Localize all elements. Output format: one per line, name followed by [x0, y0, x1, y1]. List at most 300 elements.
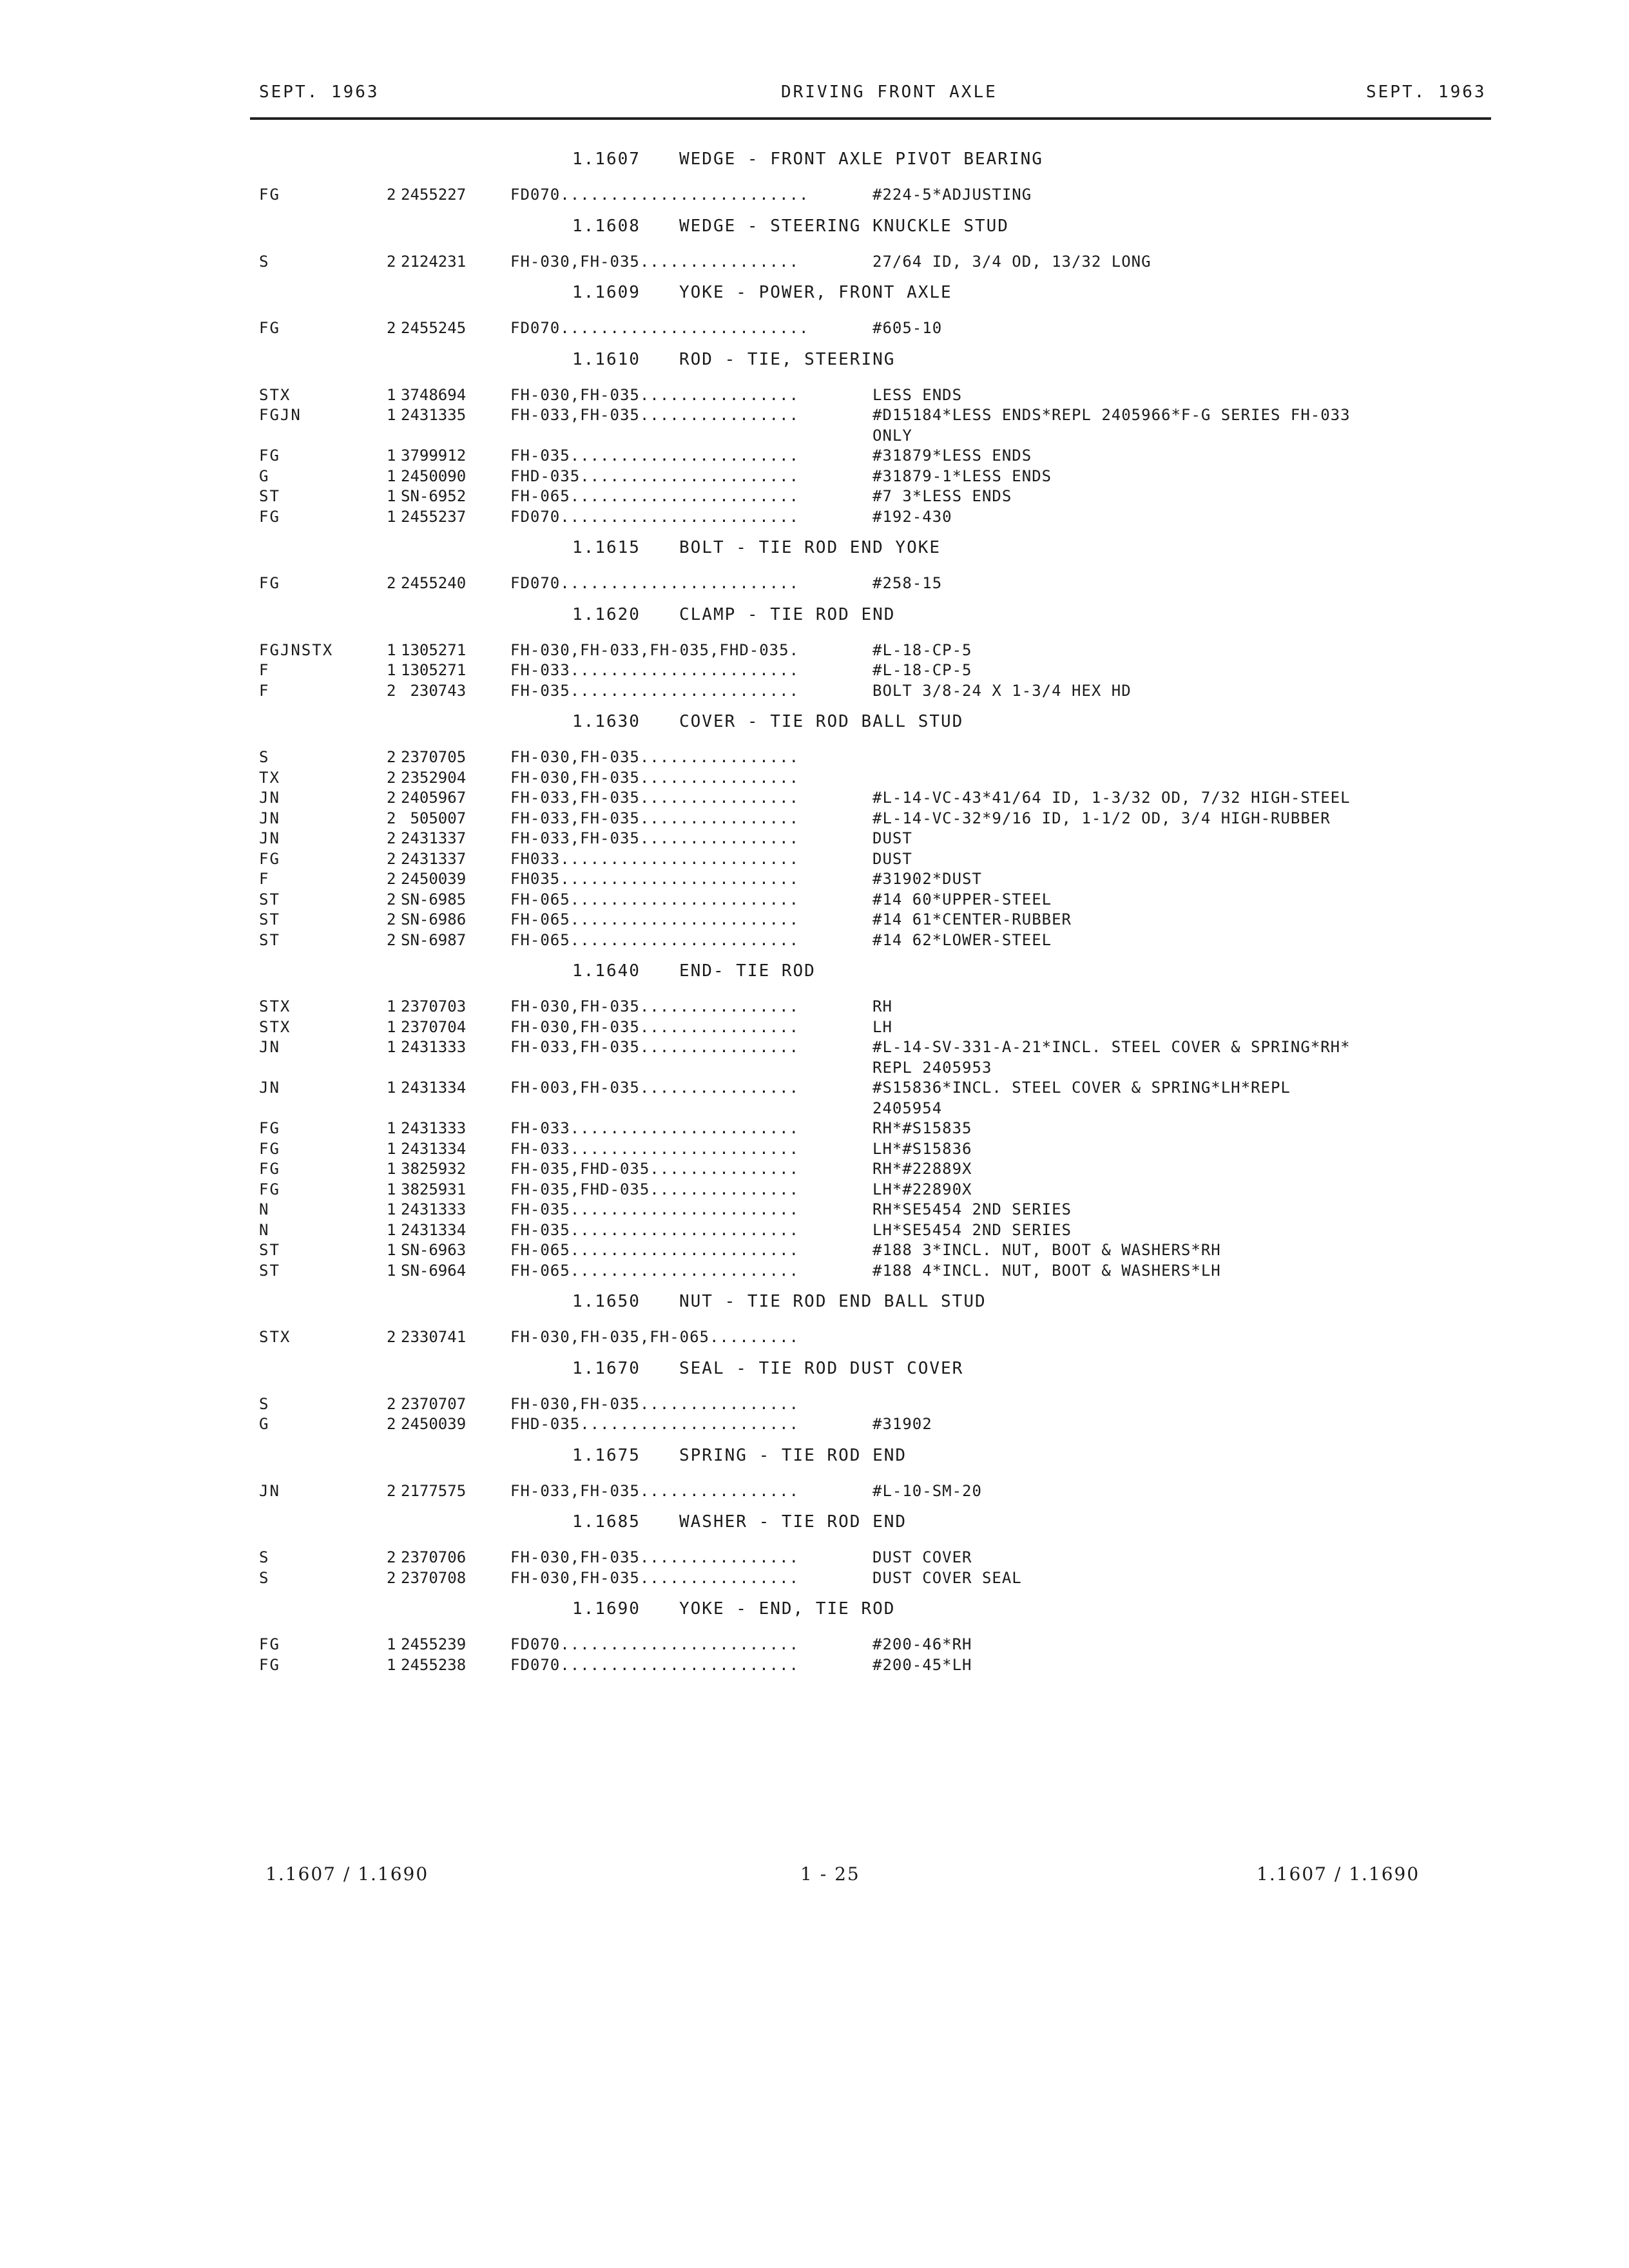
model-code: S	[259, 1568, 270, 1587]
description: #L-10-SM-20	[872, 1481, 982, 1500]
section-number: 1.1690	[572, 1599, 641, 1619]
quantity: 2	[387, 1394, 396, 1413]
table-row	[0, 1262, 1629, 1282]
applicable-models: FH-003,FH-035................	[510, 1079, 800, 1097]
section-heading	[0, 1288, 1629, 1328]
applicable-models: FH-033,FH-035................	[510, 1038, 800, 1056]
model-code: ST	[259, 1261, 280, 1280]
model-code: FG	[259, 1655, 280, 1674]
quantity: 1	[387, 1119, 396, 1137]
quantity: 2	[387, 1415, 396, 1433]
section-table	[0, 997, 1629, 1282]
model-code: ST	[259, 487, 280, 505]
part-number: 2370703	[401, 997, 467, 1015]
quantity: 1	[387, 466, 396, 485]
model-code: JN	[259, 1481, 280, 1500]
header-date-left: SEPT. 1963	[259, 82, 380, 102]
quantity: 1	[387, 487, 396, 505]
part-number: 2431337	[401, 829, 467, 847]
header-date-right: SEPT. 1963	[1366, 82, 1487, 102]
quantity: 2	[387, 319, 396, 337]
applicable-models: FH-030,FH-035................	[510, 252, 800, 271]
part-number: 2455237	[401, 507, 467, 526]
table-row	[0, 809, 1629, 830]
part-number: 2450090	[401, 466, 467, 485]
section-number: 1.1670	[572, 1358, 641, 1378]
applicable-models: FH-030,FH-035................	[510, 997, 800, 1015]
section-heading	[0, 1355, 1629, 1395]
quantity: 1	[387, 1079, 396, 1097]
part-number: 2431335	[401, 406, 467, 424]
table-row	[0, 910, 1629, 931]
model-code: STX	[259, 1017, 291, 1036]
quantity: 1	[387, 1241, 396, 1259]
part-number: 2455240	[401, 574, 467, 592]
part-number: 1305271	[401, 661, 467, 679]
table-row	[0, 1548, 1629, 1569]
description: LH	[872, 1017, 892, 1036]
description: #L-14-VC-32*9/16 ID, 1-1/2 OD, 3/4 HIGH-RUBBER	[872, 809, 1331, 827]
quantity: 1	[387, 1655, 396, 1674]
section-heading	[0, 146, 1629, 186]
section-title: SEAL - TIE ROD DUST COVER	[679, 1358, 964, 1378]
table-row	[0, 829, 1629, 850]
quantity: 2	[387, 890, 396, 908]
section-table	[0, 748, 1629, 951]
applicable-models: FH-033,FH-035................	[510, 406, 800, 424]
quantity: 2	[387, 789, 396, 807]
applicable-models: FH-065.......................	[510, 910, 800, 928]
description: #L-14-SV-331-A-21*INCL. STEEL COVER & SPRING*RH*	[872, 1038, 1351, 1056]
section-title: COVER - TIE ROD BALL STUD	[679, 712, 964, 731]
description: #605-10	[872, 319, 943, 337]
applicable-models: FH-035.......................	[510, 681, 800, 700]
part-number: 2431333	[401, 1038, 467, 1056]
section-table	[0, 186, 1629, 206]
part-number: 2455239	[401, 1635, 467, 1653]
model-code: FG	[259, 1139, 280, 1158]
section-title: CLAMP - TIE ROD END	[679, 604, 896, 624]
table-row	[0, 1059, 1629, 1079]
table-row	[0, 1482, 1629, 1503]
table-row	[0, 574, 1629, 595]
applicable-models: FH-033.......................	[510, 1119, 800, 1137]
table-row	[0, 1241, 1629, 1262]
model-code: F	[259, 681, 270, 700]
table-row	[0, 386, 1629, 407]
model-code: F	[259, 870, 270, 888]
description: #14 60*UPPER-STEEL	[872, 890, 1052, 908]
quantity: 1	[387, 1200, 396, 1218]
part-number: 2431334	[401, 1220, 467, 1239]
description: #192-430	[872, 507, 952, 526]
applicable-models: FH-033,FH-035................	[510, 789, 800, 807]
description: LESS ENDS	[872, 385, 963, 404]
section-number: 1.1610	[572, 349, 641, 369]
description: #14 61*CENTER-RUBBER	[872, 910, 1072, 928]
applicable-models: FH-033.......................	[510, 661, 800, 679]
part-number: 1305271	[401, 640, 467, 659]
part-number: 2431334	[401, 1139, 467, 1158]
part-number: 2450039	[401, 1415, 467, 1433]
applicable-models: FD070........................	[510, 507, 800, 526]
footer-range-left: 1.1607 / 1.1690	[265, 1863, 429, 1885]
applicable-models: FH-030,FH-035................	[510, 1568, 800, 1587]
description: 2405954	[872, 1099, 943, 1117]
quantity: 2	[387, 768, 396, 787]
table-row	[0, 1079, 1629, 1099]
section-heading	[0, 1442, 1629, 1482]
quantity: 2	[387, 829, 396, 847]
section-title: BOLT - TIE ROD END YOKE	[679, 538, 941, 557]
part-number: 230743	[401, 681, 467, 700]
table-row	[0, 1119, 1629, 1140]
part-number: 2431333	[401, 1200, 467, 1218]
description: #14 62*LOWER-STEEL	[872, 930, 1052, 949]
part-number: SN-6987	[401, 930, 467, 949]
applicable-models: FH-065.......................	[510, 890, 800, 908]
footer-page-number: 1 - 25	[800, 1863, 860, 1885]
applicable-models: FH-065.......................	[510, 487, 800, 505]
description: #31879-1*LESS ENDS	[872, 466, 1052, 485]
table-row	[0, 997, 1629, 1018]
model-code: S	[259, 748, 270, 766]
part-number: 2370706	[401, 1548, 467, 1566]
part-number: 2455238	[401, 1655, 467, 1674]
section-title: WEDGE - FRONT AXLE PIVOT BEARING	[679, 149, 1043, 169]
section-table	[0, 1328, 1629, 1349]
description: #200-46*RH	[872, 1635, 972, 1653]
applicable-models: FH-065.......................	[510, 1261, 800, 1280]
part-number: 3825932	[401, 1160, 467, 1178]
description: #188 3*INCL. NUT, BOOT & WASHERS*RH	[872, 1241, 1221, 1259]
quantity: 1	[387, 1180, 396, 1198]
applicable-models: FH035........................	[510, 870, 800, 888]
model-code: N	[259, 1200, 270, 1218]
applicable-models: FHD-035......................	[510, 1415, 800, 1433]
part-number: 2405967	[401, 789, 467, 807]
section-heading	[0, 957, 1629, 997]
quantity: 2	[387, 1568, 396, 1587]
quantity: 2	[387, 681, 396, 700]
description: ONLY	[872, 426, 912, 445]
description: #L-18-CP-5	[872, 661, 972, 679]
section-table	[0, 1395, 1629, 1436]
applicable-models: FH-030,FH-035................	[510, 748, 800, 766]
section-number: 1.1608	[572, 216, 641, 236]
applicable-models: FH-030,FH-035................	[510, 1017, 800, 1036]
table-row	[0, 890, 1629, 911]
table-row	[0, 487, 1629, 508]
applicable-models: FH-033,FH-035................	[510, 829, 800, 847]
model-code: STX	[259, 997, 291, 1015]
applicable-models: FH-030,FH-035................	[510, 385, 800, 404]
quantity: 1	[387, 661, 396, 679]
table-row	[0, 508, 1629, 528]
model-code: JN	[259, 809, 280, 827]
quantity: 2	[387, 748, 396, 766]
table-row	[0, 789, 1629, 809]
description: #200-45*LH	[872, 1655, 972, 1674]
table-row	[0, 1656, 1629, 1677]
description: #L-18-CP-5	[872, 640, 972, 659]
table-row	[0, 1328, 1629, 1349]
section-number: 1.1675	[572, 1445, 641, 1465]
applicable-models: FH-030,FH-035................	[510, 768, 800, 787]
table-row	[0, 1038, 1629, 1059]
description: LH*#22890X	[872, 1180, 972, 1198]
part-number: SN-6963	[401, 1241, 467, 1259]
table-row	[0, 641, 1629, 662]
model-code: TX	[259, 768, 280, 787]
quantity: 1	[387, 1220, 396, 1239]
part-number: 2370708	[401, 1568, 467, 1587]
quantity: 1	[387, 1017, 396, 1036]
model-code: FG	[259, 1180, 280, 1198]
table-row	[0, 748, 1629, 769]
part-number: 3825931	[401, 1180, 467, 1198]
footer-range-right: 1.1607 / 1.1690	[1257, 1863, 1420, 1885]
part-number: 2124231	[401, 252, 467, 271]
applicable-models: FH-035,FHD-035...............	[510, 1160, 800, 1178]
section-heading	[0, 1595, 1629, 1635]
description: #31902*DUST	[872, 870, 982, 888]
applicable-models: FD070........................	[510, 574, 800, 592]
table-row	[0, 1395, 1629, 1416]
quantity: 2	[387, 574, 396, 592]
applicable-models: FH-035,FHD-035...............	[510, 1180, 800, 1198]
applicable-models: FH-033.......................	[510, 1139, 800, 1158]
model-code: FG	[259, 1160, 280, 1178]
applicable-models: FH-030,FH-035,FH-065.........	[510, 1328, 800, 1346]
applicable-models: FH-030,FH-035................	[510, 1548, 800, 1566]
model-code: G	[259, 466, 270, 485]
section-title: YOKE - POWER, FRONT AXLE	[679, 283, 952, 302]
description: DUST COVER SEAL	[872, 1568, 1022, 1587]
part-number: SN-6964	[401, 1261, 467, 1280]
model-code: FG	[259, 849, 280, 868]
model-code: FGJN	[259, 406, 302, 424]
section-title: ROD - TIE, STEERING	[679, 349, 896, 369]
description: #L-14-VC-43*41/64 ID, 1-3/32 OD, 7/32 HIGH-STEEL	[872, 789, 1351, 807]
model-code: FG	[259, 186, 280, 204]
section-number: 1.1640	[572, 961, 641, 981]
applicable-models: FH-033,FH-035................	[510, 809, 800, 827]
table-row	[0, 447, 1629, 467]
description: DUST	[872, 829, 912, 847]
section-table	[0, 319, 1629, 340]
applicable-models: FHD-035......................	[510, 466, 800, 485]
section-heading	[0, 279, 1629, 319]
description: RH*SE5454 2ND SERIES	[872, 1200, 1072, 1218]
section-number: 1.1609	[572, 283, 641, 302]
parts-list	[0, 143, 1629, 1682]
table-row	[0, 467, 1629, 488]
model-code: FG	[259, 447, 280, 465]
model-code: ST	[259, 910, 280, 928]
description: RH*#S15835	[872, 1119, 972, 1137]
model-code: JN	[259, 1079, 280, 1097]
description: #258-15	[872, 574, 943, 592]
quantity: 1	[387, 447, 396, 465]
table-row	[0, 1140, 1629, 1160]
quantity: 1	[387, 1635, 396, 1653]
description: DUST COVER	[872, 1548, 972, 1566]
model-code: FG	[259, 574, 280, 592]
applicable-models: FH-033,FH-035................	[510, 1481, 800, 1500]
model-code: S	[259, 1548, 270, 1566]
quantity: 1	[387, 406, 396, 424]
model-code: N	[259, 1220, 270, 1239]
header-rule	[250, 117, 1491, 120]
section-table	[0, 386, 1629, 528]
description: #S15836*INCL. STEEL COVER & SPRING*LH*REPL	[872, 1079, 1291, 1097]
section-title: YOKE - END, TIE ROD	[679, 1599, 896, 1619]
description: #D15184*LESS ENDS*REPL 2405966*F-G SERIES FH-033	[872, 406, 1351, 424]
table-row	[0, 253, 1629, 273]
section-heading	[0, 534, 1629, 574]
applicable-models: FD070........................	[510, 1635, 800, 1653]
table-row	[0, 1018, 1629, 1039]
quantity: 1	[387, 997, 396, 1015]
table-row	[0, 850, 1629, 870]
description: #7 3*LESS ENDS	[872, 487, 1012, 505]
part-number: 2450039	[401, 870, 467, 888]
quantity: 1	[387, 385, 396, 404]
description: RH*#22889X	[872, 1160, 972, 1178]
table-row	[0, 1221, 1629, 1242]
section-table	[0, 641, 1629, 702]
section-heading	[0, 1508, 1629, 1548]
section-heading	[0, 213, 1629, 253]
description: LH*SE5454 2ND SERIES	[872, 1220, 1072, 1239]
applicable-models: FH-065.......................	[510, 930, 800, 949]
part-number: 3748694	[401, 385, 467, 404]
applicable-models: FD070........................	[510, 1655, 800, 1674]
model-code: STX	[259, 385, 291, 404]
description: RH	[872, 997, 892, 1015]
section-heading	[0, 708, 1629, 748]
part-number: 2370704	[401, 1017, 467, 1036]
table-row	[0, 661, 1629, 682]
part-number: SN-6952	[401, 487, 467, 505]
model-code: JN	[259, 829, 280, 847]
quantity: 2	[387, 1481, 396, 1500]
quantity: 2	[387, 252, 396, 271]
description: 27/64 ID, 3/4 OD, 13/32 LONG	[872, 252, 1152, 271]
applicable-models: FH033........................	[510, 849, 800, 868]
applicable-models: FH-035.......................	[510, 447, 800, 465]
section-title: WEDGE - STEERING KNUCKLE STUD	[679, 216, 1009, 236]
quantity: 1	[387, 1261, 396, 1280]
table-row	[0, 870, 1629, 890]
table-row	[0, 769, 1629, 789]
applicable-models: FH-030,FH-035................	[510, 1394, 800, 1413]
quantity: 1	[387, 640, 396, 659]
model-code: FG	[259, 1119, 280, 1137]
table-row	[0, 319, 1629, 340]
model-code: FG	[259, 507, 280, 526]
model-code: ST	[259, 930, 280, 949]
model-code: FG	[259, 1635, 280, 1653]
part-number: 2431334	[401, 1079, 467, 1097]
model-code: F	[259, 661, 270, 679]
part-number: 2455227	[401, 186, 467, 204]
description: #31902	[872, 1415, 932, 1433]
section-title: END- TIE ROD	[679, 961, 816, 981]
header-title: DRIVING FRONT AXLE	[781, 82, 998, 102]
table-row	[0, 406, 1629, 427]
part-number: 2431337	[401, 849, 467, 868]
applicable-models: FD070.........................	[510, 186, 809, 204]
part-number: 2370705	[401, 748, 467, 766]
quantity: 2	[387, 870, 396, 888]
section-table	[0, 1482, 1629, 1503]
section-number: 1.1607	[572, 149, 641, 169]
part-number: 3799912	[401, 447, 467, 465]
part-number: 2431333	[401, 1119, 467, 1137]
table-row	[0, 1200, 1629, 1221]
quantity: 2	[387, 930, 396, 949]
quantity: 1	[387, 1160, 396, 1178]
model-code: S	[259, 252, 270, 271]
quantity: 2	[387, 1548, 396, 1566]
model-code: G	[259, 1415, 270, 1433]
table-row	[0, 1180, 1629, 1201]
section-number: 1.1650	[572, 1292, 641, 1311]
part-number: SN-6985	[401, 890, 467, 908]
part-number: 2352904	[401, 768, 467, 787]
description: REPL 2405953	[872, 1058, 992, 1077]
applicable-models: FH-035.......................	[510, 1220, 800, 1239]
description: #224-5*ADJUSTING	[872, 186, 1032, 204]
quantity: 1	[387, 1139, 396, 1158]
model-code: ST	[259, 890, 280, 908]
section-table	[0, 253, 1629, 273]
table-row	[0, 1635, 1629, 1656]
table-row	[0, 427, 1629, 447]
applicable-models: FH-065.......................	[510, 1241, 800, 1259]
model-code: FGJNSTX	[259, 640, 334, 659]
quantity: 1	[387, 507, 396, 526]
section-title: SPRING - TIE ROD END	[679, 1445, 907, 1465]
description: #31879*LESS ENDS	[872, 447, 1032, 465]
part-number: 2330741	[401, 1328, 467, 1346]
section-number: 1.1620	[572, 604, 641, 624]
table-row	[0, 682, 1629, 702]
table-row	[0, 186, 1629, 206]
section-table	[0, 1548, 1629, 1589]
section-table	[0, 1635, 1629, 1676]
table-row	[0, 1160, 1629, 1180]
section-number: 1.1630	[572, 712, 641, 731]
part-number: 2177575	[401, 1481, 467, 1500]
model-code: S	[259, 1394, 270, 1413]
part-number: 2455245	[401, 319, 467, 337]
quantity: 2	[387, 186, 396, 204]
description: LH*#S15836	[872, 1139, 972, 1158]
description: DUST	[872, 849, 912, 868]
quantity: 2	[387, 809, 396, 827]
model-code: JN	[259, 1038, 280, 1056]
section-title: WASHER - TIE ROD END	[679, 1512, 907, 1532]
section-heading	[0, 601, 1629, 641]
applicable-models: FH-030,FH-033,FH-035,FHD-035.	[510, 640, 800, 659]
applicable-models: FH-035.......................	[510, 1200, 800, 1218]
table-row	[0, 1415, 1629, 1436]
model-code: STX	[259, 1328, 291, 1346]
quantity: 2	[387, 1328, 396, 1346]
